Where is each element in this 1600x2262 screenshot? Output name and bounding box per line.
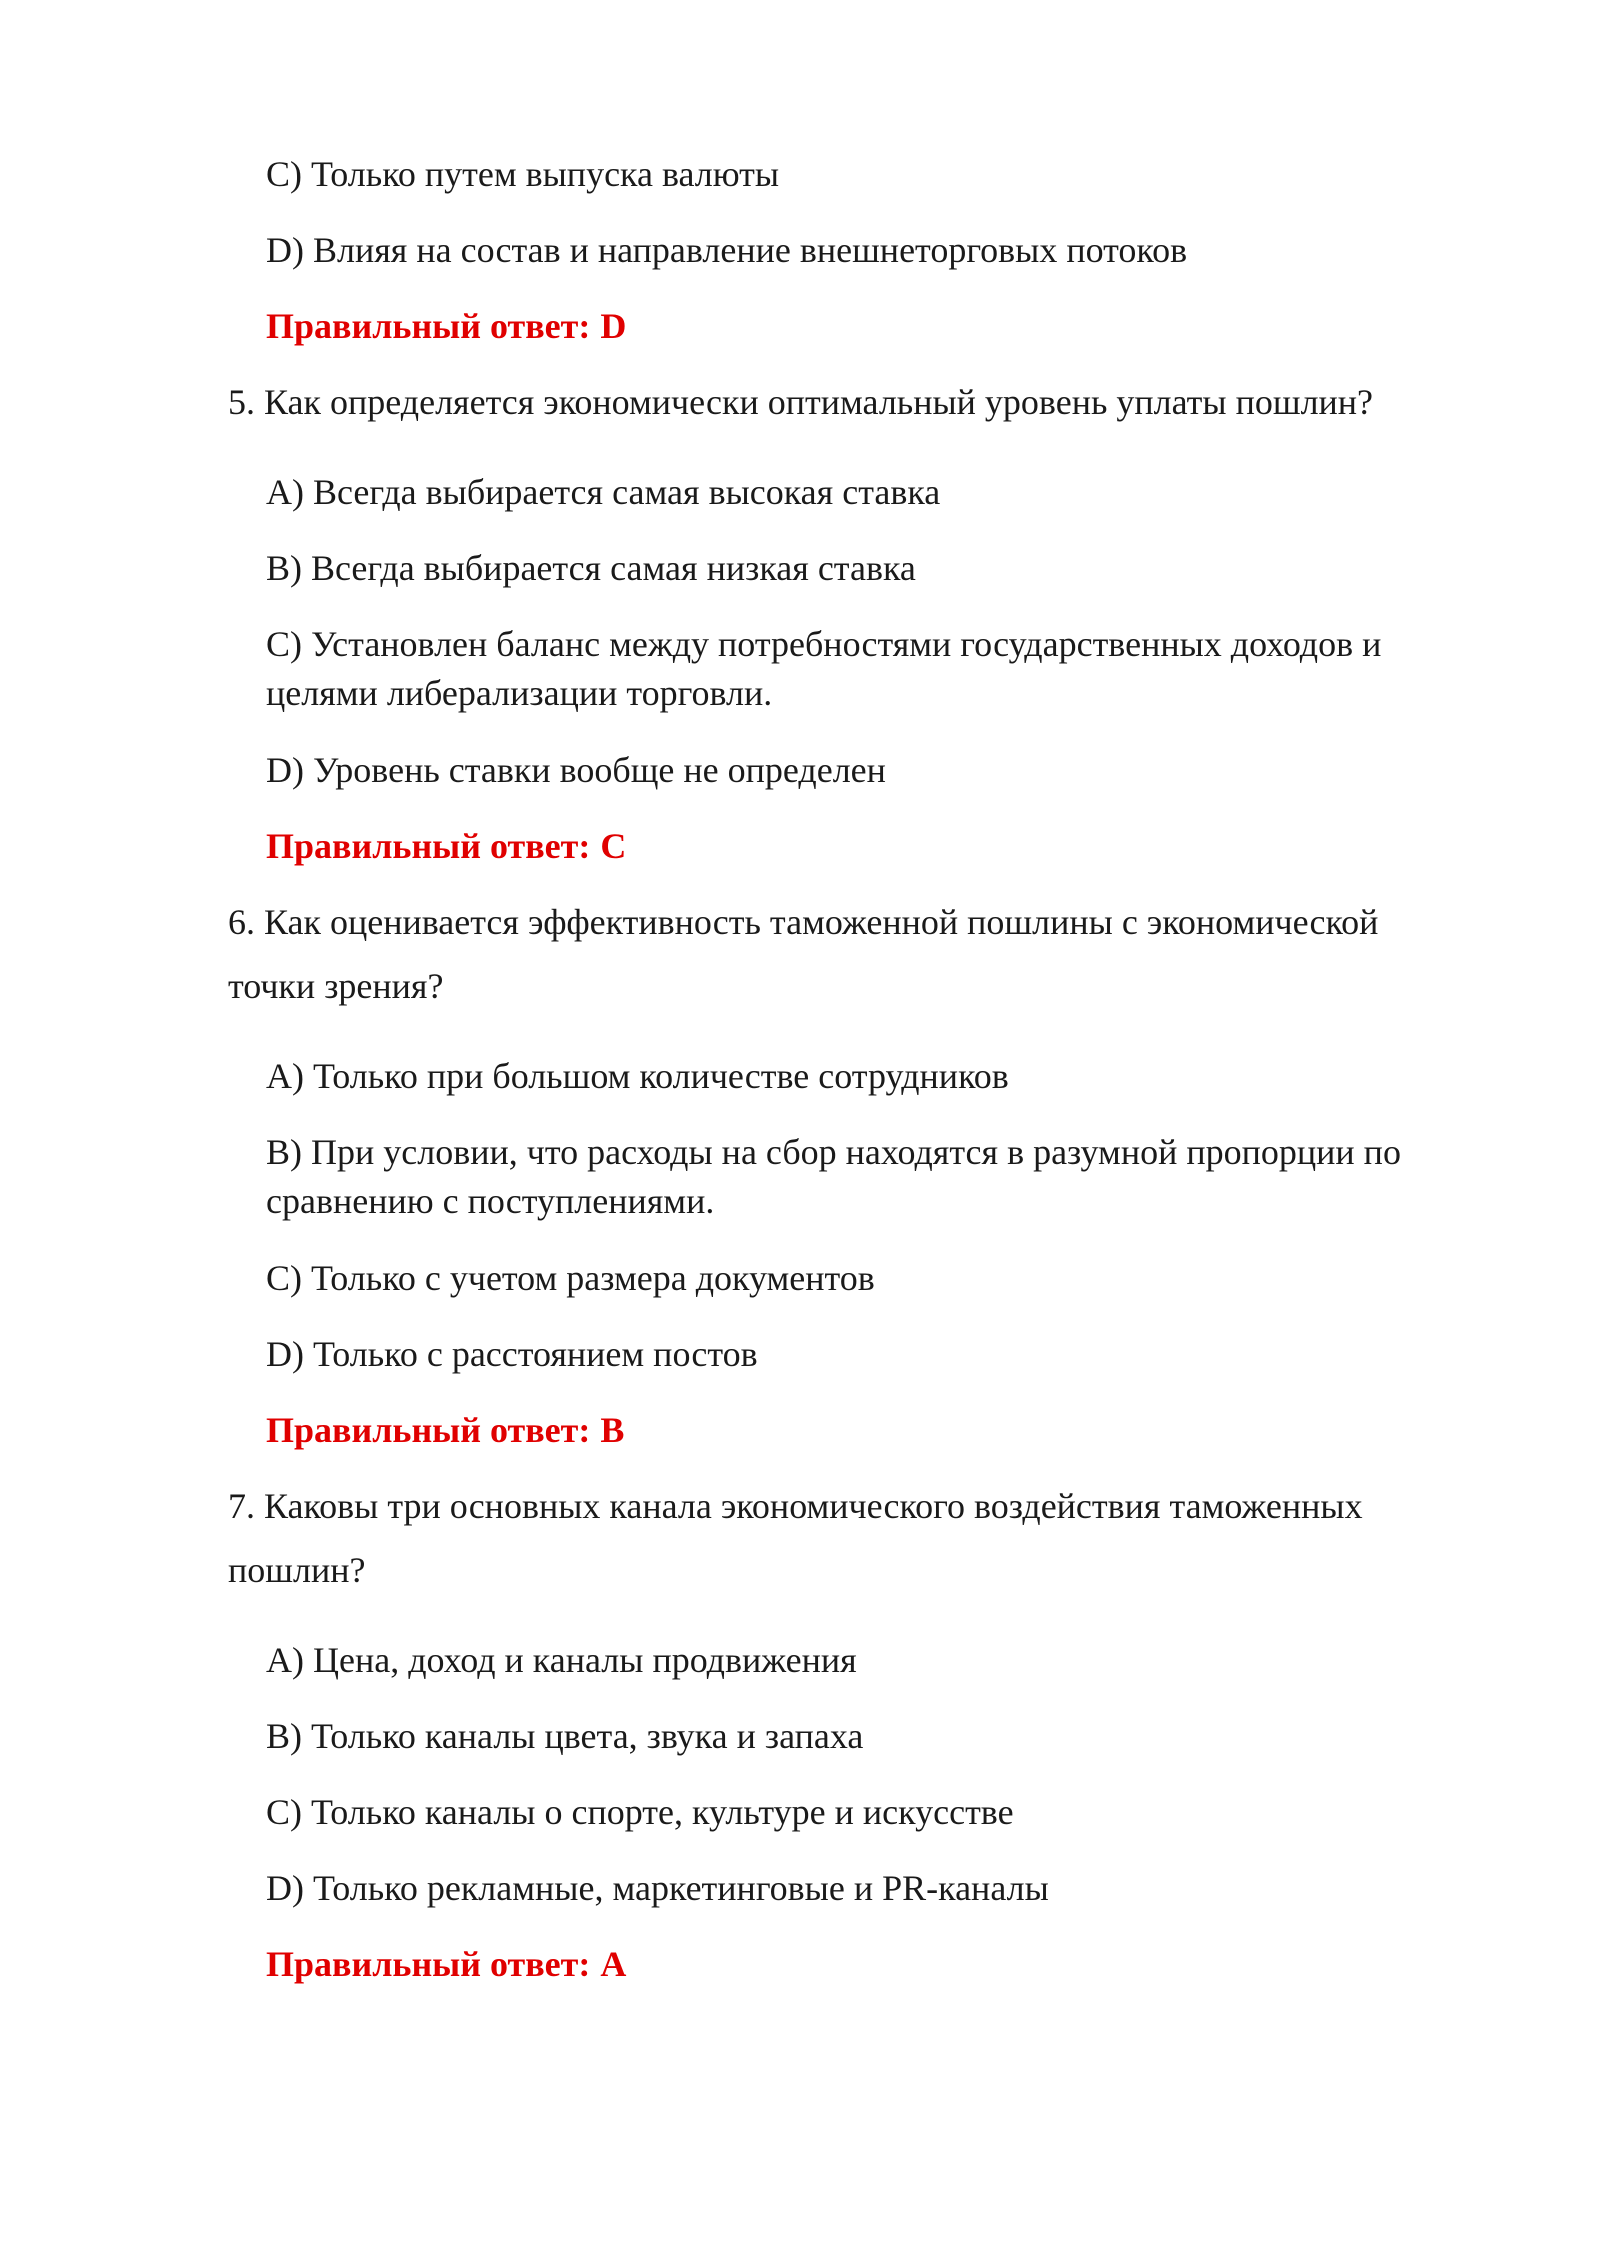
option-d: D) Только рекламные, маркетинговые и PR-каналы: [266, 1868, 1049, 1908]
option-d: D) Влияя на состав и направление внешнеторговых потоков: [266, 230, 1188, 270]
option-c: C) Установлен баланс между потребностями государственных доходов и: [266, 624, 1382, 664]
correct-answer: [266, 1408, 624, 1452]
option-c: C) Только путем выпуска валюты: [266, 154, 780, 194]
option-b: B) Только каналы цвета, звука и запаха: [266, 1716, 864, 1756]
option-d: D) Уровень ставки вообще не определен: [266, 750, 886, 790]
option-b: B) При условии, что расходы на сбор находятся в разумной пропорции по: [266, 1132, 1401, 1172]
question-text: 5. Как определяется экономически оптимальный уровень уплаты пошлин?: [228, 382, 1374, 422]
answer-label: Правильный ответ:: [266, 826, 591, 866]
answer-label: Правильный ответ:: [266, 306, 591, 346]
answer-label: Правильный ответ:: [266, 1944, 591, 1984]
option-d: D) Только с расстоянием постов: [266, 1334, 758, 1374]
correct-answer: [266, 824, 626, 868]
question-text-continued: пошлин?: [228, 1550, 366, 1590]
correct-answer: [266, 304, 626, 348]
option-b: B) Всегда выбирается самая низкая ставка: [266, 548, 916, 588]
question-text: 7. Каковы три основных канала экономического воздействия таможенных: [228, 1486, 1363, 1526]
answer-label: Правильный ответ:: [266, 1410, 591, 1450]
option-a: A) Всегда выбирается самая высокая ставка: [266, 472, 941, 512]
option-c-continued: целями либерализации торговли.: [266, 673, 773, 713]
correct-answer: [266, 1942, 626, 1986]
option-a: A) Только при большом количестве сотрудников: [266, 1056, 1009, 1096]
option-c: C) Только каналы о спорте, культуре и искусстве: [266, 1792, 1014, 1832]
option-a: A) Цена, доход и каналы продвижения: [266, 1640, 857, 1680]
option-c: C) Только с учетом размера документов: [266, 1258, 875, 1298]
answer-letter: A: [600, 1944, 627, 1984]
option-b-continued: сравнению с поступлениями.: [266, 1181, 715, 1221]
question-text: 6. Как оценивается эффективность таможенной пошлины с экономической: [228, 902, 1379, 942]
answer-letter: B: [600, 1410, 625, 1450]
question-text-continued: точки зрения?: [228, 966, 444, 1006]
answer-letter: D: [600, 306, 627, 346]
answer-letter: C: [600, 826, 627, 866]
